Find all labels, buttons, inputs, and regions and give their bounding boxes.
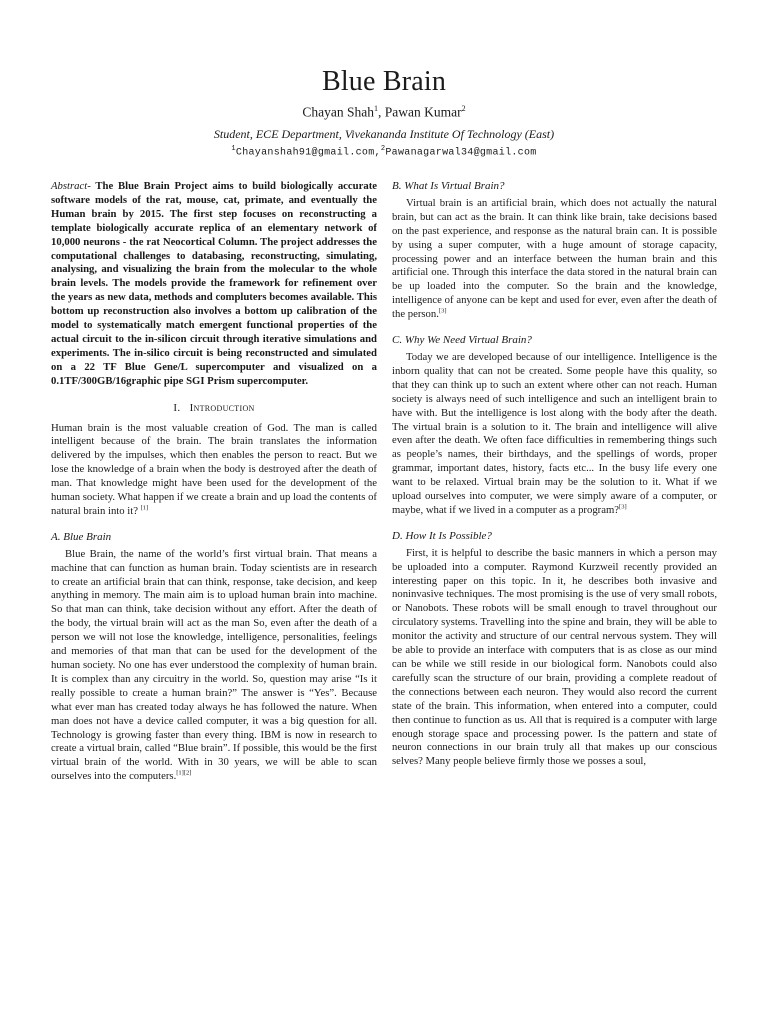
subsection-heading-why-need: C. Why We Need Virtual Brain?: [392, 334, 532, 347]
why-need-text: Today we are developed because of our intelligence. Intelligence is the inborn quality that can not be created. Some people have this quality, so that they can think up to such an extent where other can not reach. Human society is always need of such intelligence and such an intelligent brain to have with. But the intelligence is lost along with the body after the death. The virtual brain is a solution to it. The brain and intelligence will alive even after the death. We often face difficulties in remembering things such as people’s names, their birthdays, and the spellings of words, proper grammar, important dates, history, facts etc... In the busy life every one want to be relaxed. Virtual brain may be the solution to it. What if we upload ourselves into computer, we were simply aware of a computer, or maybe, what if we lived in a computer as a program?: [392, 350, 717, 516]
abstract-paragraph: [51, 180, 377, 389]
paper-title: Blue Brain: [321, 66, 447, 97]
affiliation: Student, ECE Department, Vivekananda Institute Of Technology (East): [213, 127, 555, 141]
virtual-brain-paragraph: [392, 197, 717, 322]
abstract-text: The Blue Brain Project aims to build biologically accurate software models of the rat, mouse, cat, primate, and eventually the Human brain by 2015. The first step focuses on reconstructing a template biologically accurate replica of an elementary network of 10,000 neurons - the rat Neocortical Column. The project addresses the computational challenges to databasing, reconstructing, simulating, analysing, and visualizing the brain from the molecular to the whole brain levels. The models provide the framework for refinement over the years as new data, methods and compluters becomes available. This bottom up reconstruction also involves a bottom up calibration of the model to systematically match emergent functional properties of the actual circuit to the in-silicon circuit through iterative simulations and experiments. The in-silico circuit is being reconstructed and simulated on a 22 TF Blue Gene/L supercomputer and visualized on a 0.1TF/300GB/16graphic pipe SGI Prism supercomputer.: [51, 180, 377, 387]
virtual-brain-citation: [3]: [438, 307, 447, 315]
email-1: Chayanshah91@gmail.com,: [235, 147, 381, 159]
why-need-citation: [3]: [619, 503, 627, 511]
intro-citation: [1]: [140, 504, 149, 512]
intro-text: Human brain is the most valuable creation of God. The man is called intelligent because of the brain. The brain translates the information delivered by the impulses, which then enables the person to react. But we lose the knowledge of a brain when the body is destroyed after the death of man. That knowledge might have been used for the development of the human society. What happen if we create a brain and up load the contents of natural brain into it?: [51, 421, 377, 517]
blue-brain-citation: [1][2]: [176, 769, 192, 777]
author-2: , Pawan Kumar: [378, 104, 462, 120]
why-need-paragraph: [392, 351, 717, 518]
subsection-heading-blue-brain: A. Blue Brain: [51, 530, 112, 543]
blue-brain-paragraph: [51, 548, 377, 784]
email-2-sup: 2: [380, 145, 386, 153]
virtual-brain-text: Virtual brain is an artificial brain, which does not actually the natural brain, but can act as the brain. It can think like brain, take decisions based on the past experience, and response as the natural brain can. It is possible by using a super computer, with a huge amount of storage capacity, processing power and an interface between the human brain and this artificial one. Through this interface the data stored in the natural brain can be up loaded into the computer. So the brain and the knowledge, intelligence of anyone can be kept and used for ever, even after the death of the person.: [392, 196, 717, 321]
section-heading-introduction: [51, 402, 377, 416]
section-number: I.: [173, 401, 181, 414]
email-1-sup: 1: [231, 145, 236, 153]
email-line: [0, 145, 768, 158]
blue-brain-text: Blue Brain, the name of the world’s first virtual brain. That means a machine that can function as human brain. Today scientists are in research to create an artificial brain that can think, response, take decision, and keep anything in memory. The main aim is to upload human brain into machine. So that man can think, take decision without any effort. After the death of the body, the virtual brain will act as the man So, even after the death of a person we will not lose the knowledge, intelligence, personalities, feelings and memories of that man that can be used for the development of the human society. No one has ever understood the complexity of human brain. It is complex than any circuitry in the world. So, question may arise “Is it really possible to create a human brain?” The answer is “Yes”. Because what ever man has created today always he has followed the nature. When man does not have a device called computer, it was a big question for all. Technology is growing faster than every thing. IBM is now in research to create a virtual brain, called “Blue brain”. If possible, this would be the first virtual brain of the world. With in 30 years, we will be able to scan ourselves into the computers.: [51, 547, 377, 783]
intro-paragraph: [51, 422, 377, 519]
author-2-sup: 2: [461, 104, 466, 113]
subsection-heading-how-possible: D. How It Is Possible?: [392, 529, 492, 542]
author-1-sup: 1: [374, 104, 378, 113]
author-line: [0, 104, 768, 121]
section-title: Introduction: [189, 401, 255, 414]
abstract-label: Abstract-: [51, 180, 91, 192]
subsection-heading-virtual-brain: B. What Is Virtual Brain?: [392, 180, 505, 192]
how-possible-paragraph: First, it is helpful to describe the basic manners in which a person may be uploaded into a computer. Raymond Kurzweil recently provided an interesting paper on this topic. In it, he describes both invasive and noninvasive techniques. The most promising is the use of very small robots, or Nanobots. These robots will be small enough to travel throughout our circulatory systems. Travelling into the spine and brain, they will be able to monitor the activity and structure of our central nervous system. They will be able to provide an interface with computers that is as close as our mind can be while we still reside in our biological form. Nanobots could also carefully scan the structure of our brain, providing a complete readout of the connections between each neuron. They would also record the current state of the brain. This information, when entered into a computer, could then continue to function as us. All that is required is a computer with large enough storage space and processing power. Is the pattern and state of neuron connections in our brain truly all that makes up our conscious selves? Many people believe firmly those we posses a soul,: [392, 546, 717, 768]
left-column: [51, 180, 377, 784]
right-column: [392, 180, 717, 769]
author-1: Chayan Shah: [302, 104, 374, 120]
email-2: Pawanagarwal34@gmail.com: [385, 147, 537, 159]
